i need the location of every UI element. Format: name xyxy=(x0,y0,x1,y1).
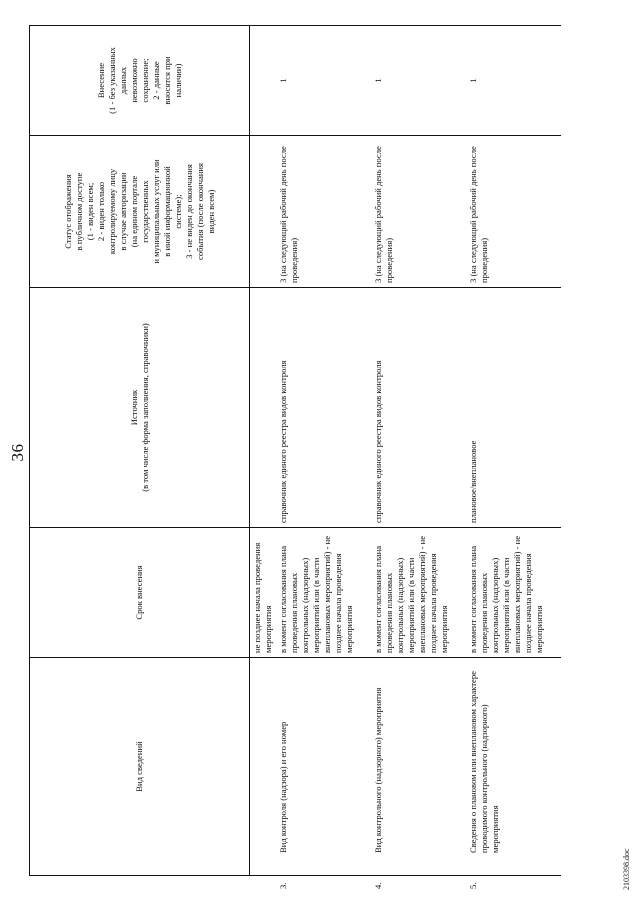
header-col-name xyxy=(30,658,250,876)
header-col-name-text: Вид сведений xyxy=(134,741,144,792)
row-number: 3. xyxy=(278,882,288,889)
row-name-text: Сведения о плановом или внеплановом характере проводимого контрольного (надзорного) мероприятия xyxy=(468,671,500,853)
row-name xyxy=(278,662,289,889)
footer-filename: 2103398.doc xyxy=(622,848,631,890)
row-entry: 1 xyxy=(373,78,383,83)
header-col-entry xyxy=(30,26,250,136)
row-name xyxy=(468,662,501,889)
table-header-row xyxy=(30,26,250,876)
row-entry-cell xyxy=(371,26,466,136)
row-name xyxy=(373,662,384,889)
continuation-cell-deadline xyxy=(250,528,277,658)
row-number: 4. xyxy=(373,882,383,889)
row-status: 3 (на следующий рабочий день после проведения) xyxy=(468,146,489,283)
header-col-status xyxy=(30,136,250,288)
row-source: справочник единого реестра видов контроля xyxy=(373,360,383,523)
row-source: плановое/внеплановое xyxy=(468,440,478,523)
row-deadline-cell xyxy=(466,528,561,658)
row-deadline: в момент согласования плана проведения плановых контрольных (надзорных) мероприятий или (в части внеплановых мероприятий) - не позднее начала проведения мероприятия xyxy=(468,535,544,653)
rotated-page-content xyxy=(0,15,640,890)
row-name-text: Вид контроля (надзора) и его номер xyxy=(278,721,288,853)
row-status-cell xyxy=(466,136,561,288)
data-table xyxy=(29,25,561,889)
table-row xyxy=(371,26,466,876)
continuation-text: не позднее начала проведения мероприятия xyxy=(252,542,273,653)
row-source-cell xyxy=(276,288,371,528)
row-deadline: в момент согласования плана проведения плановых контрольных (надзорных) мероприятий или (в части внеплановых мероприятий) - не позднее начала проведения мероприятия xyxy=(278,535,354,653)
page-number: 36 xyxy=(8,443,27,462)
row-name-cell xyxy=(371,658,466,889)
continuation-cell-name xyxy=(250,658,277,876)
header-col-entry-text: Внесение (1 - без указанных данных невозможно сохранение; 2 - данные вносятся при наличии) xyxy=(95,47,183,114)
row-source-cell xyxy=(371,288,466,528)
row-name-cell xyxy=(276,658,371,889)
header-col-source-text: Источник (в том числе форма заполнения, справочники) xyxy=(128,323,150,492)
header-col-deadline-text: Срок внесения xyxy=(134,565,144,620)
row-deadline-cell xyxy=(276,528,371,658)
row-name-text: Вид контрольного (надзорного) мероприятия xyxy=(373,687,383,853)
row-deadline: в момент согласования плана проведения плановых контрольных (надзорных) мероприятий или (в части внеплановых мероприятий) - не позднее начала проведения мероприятия xyxy=(373,535,449,653)
table-row xyxy=(276,26,371,876)
table-row xyxy=(466,26,561,876)
row-deadline-cell xyxy=(371,528,466,658)
continuation-cell-entry xyxy=(250,26,277,136)
row-status-cell xyxy=(276,136,371,288)
row-entry: 1 xyxy=(278,78,288,83)
row-number: 5. xyxy=(468,882,478,889)
header-col-deadline xyxy=(30,528,250,658)
header-col-source xyxy=(30,288,250,528)
row-name-cell xyxy=(466,658,561,889)
row-entry-cell xyxy=(466,26,561,136)
row-status-cell xyxy=(371,136,466,288)
continuation-cell-source xyxy=(250,288,277,528)
row-source: справочник единого реестра видов контроля xyxy=(278,360,288,523)
header-col-status-text: Статус отображения в публичном доступе (1 - виден всем; 2 - виден только контролируемому лицу в случае авторизации (на едином портале государственных и муниципальных услуг или в иной информационной системе); 3 - не виден до окончания события (после окончания виден всем) xyxy=(62,159,216,264)
row-status: 3 (на следующий рабочий день после проведения) xyxy=(278,146,299,283)
row-entry-cell xyxy=(276,26,371,136)
row-status: 3 (на следующий рабочий день после проведения) xyxy=(373,146,394,283)
row-entry: 1 xyxy=(468,78,478,83)
row-source-cell xyxy=(466,288,561,528)
continuation-cell-status xyxy=(250,136,277,288)
continuation-row xyxy=(250,26,277,876)
